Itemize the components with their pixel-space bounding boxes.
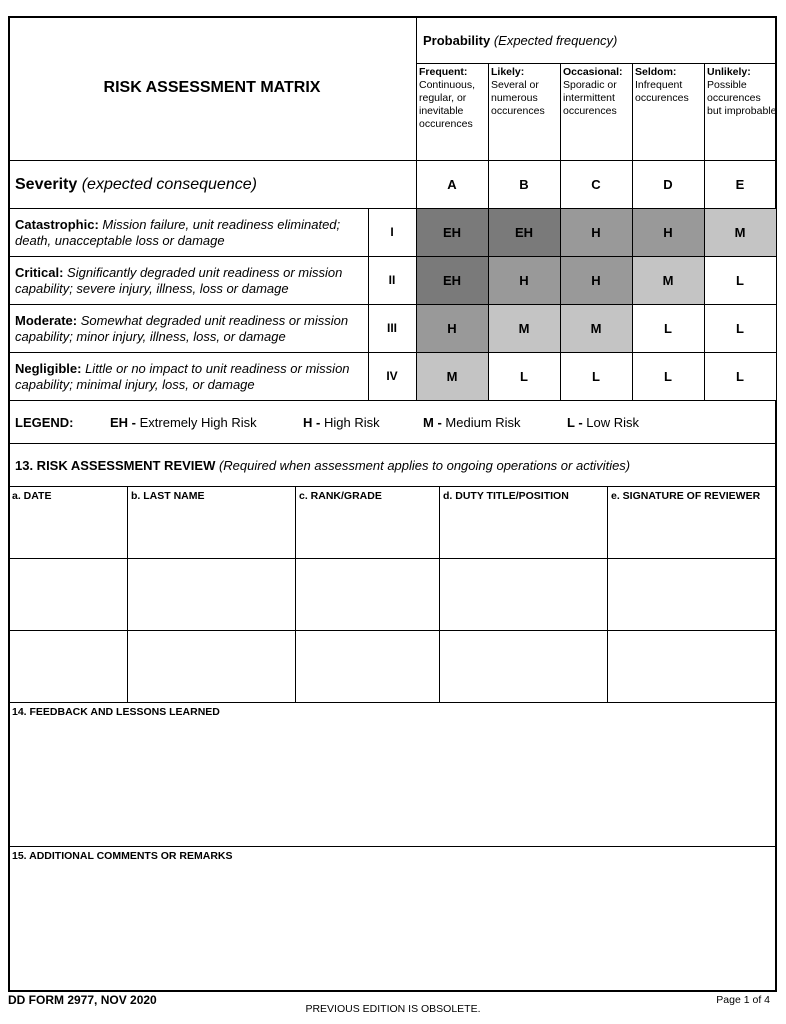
severity-moderate: Moderate: Somewhat degraded unit readiness or mission capability; minor injury, illness, loss, or damage <box>15 313 349 344</box>
severity-label: Severity <box>15 176 78 193</box>
divider <box>8 846 777 847</box>
divider <box>8 352 777 353</box>
divider <box>607 486 608 702</box>
risk-cell-iii-d: L <box>632 304 704 352</box>
divider <box>8 702 777 703</box>
divider <box>560 63 561 400</box>
review-row-1-signature[interactable] <box>608 504 775 558</box>
divider <box>8 400 777 401</box>
review-row-2-signature[interactable] <box>608 559 775 630</box>
legend-low: L - Low Risk <box>567 415 640 430</box>
probability-heading <box>423 33 617 48</box>
review-heading <box>15 458 630 473</box>
column-letter-c: C <box>591 176 601 192</box>
feedback-field[interactable] <box>9 720 775 846</box>
risk-cell-iii-e: L <box>704 304 776 352</box>
review-row-1-duty-title[interactable] <box>440 504 607 558</box>
probability-occasional: Occasional: Sporadic or intermittent occurences <box>563 66 623 117</box>
legend-medium: M - Medium Risk <box>423 415 521 430</box>
form-number: DD FORM 2977, NOV 2020 <box>8 993 157 1007</box>
divider <box>8 208 777 209</box>
review-row-2-date[interactable] <box>9 559 127 630</box>
risk-cell-ii-d: M <box>632 256 704 304</box>
risk-cell-ii-b: H <box>488 256 560 304</box>
review-row-2-rank[interactable] <box>296 559 439 630</box>
review-row-1-date[interactable] <box>9 504 127 558</box>
severity-roman-iv: IV <box>386 369 398 383</box>
review-note: (Required when assessment applies to ongoing operations or activities) <box>218 458 631 473</box>
divider <box>439 486 440 702</box>
divider <box>704 63 705 400</box>
legend-high: H - High Risk <box>303 415 380 430</box>
review-row-2-duty-title[interactable] <box>440 559 607 630</box>
severity-roman-i: I <box>390 225 394 239</box>
review-row-2-last-name[interactable] <box>128 559 295 630</box>
probability-frequent: Frequent: Continuous, regular, or inevitable occurences <box>419 66 476 130</box>
divider <box>416 63 777 64</box>
probability-sublabel: (Expected frequency) <box>493 33 618 48</box>
risk-cell-i-c: H <box>560 208 632 256</box>
divider <box>8 486 777 487</box>
comments-label: 15. ADDITIONAL COMMENTS OR REMARKS <box>12 850 233 862</box>
severity-roman-ii: II <box>388 273 396 287</box>
review-row-3-rank[interactable] <box>296 631 439 702</box>
divider <box>295 486 296 702</box>
review-col-last-name: b. LAST NAME <box>131 490 205 502</box>
risk-cell-iii-b: M <box>488 304 560 352</box>
divider <box>8 256 777 257</box>
risk-cell-ii-e: L <box>704 256 776 304</box>
legend-extremely-high: EH - Extremely High Risk <box>110 415 257 430</box>
page-number: Page 1 of 4 <box>716 994 770 1006</box>
risk-cell-iv-e: L <box>704 352 776 400</box>
review-col-duty-title: d. DUTY TITLE/POSITION <box>443 490 569 502</box>
divider <box>8 558 777 559</box>
form-title: RISK ASSESSMENT MATRIX <box>103 79 321 96</box>
edition-note: PREVIOUS EDITION IS OBSOLETE. <box>305 1003 481 1015</box>
risk-cell-i-d: H <box>632 208 704 256</box>
risk-cell-iv-d: L <box>632 352 704 400</box>
divider <box>416 16 417 400</box>
column-letter-d: D <box>663 176 673 192</box>
risk-cell-i-e: M <box>704 208 776 256</box>
probability-likely: Likely: Several or numerous occurences <box>491 66 545 117</box>
feedback-label: 14. FEEDBACK AND LESSONS LEARNED <box>12 706 220 718</box>
column-letter-b: B <box>519 176 529 192</box>
severity-critical: Critical: Significantly degraded unit readiness or mission capability; severe injury, illness, loss or damage <box>15 265 343 296</box>
divider <box>127 486 128 702</box>
review-row-3-last-name[interactable] <box>128 631 295 702</box>
review-title: 13. RISK ASSESSMENT REVIEW <box>15 458 216 473</box>
divider <box>488 63 489 400</box>
review-row-1-rank[interactable] <box>296 504 439 558</box>
risk-cell-ii-c: H <box>560 256 632 304</box>
review-col-signature: e. SIGNATURE OF REVIEWER <box>611 490 761 502</box>
column-letter-a: A <box>447 176 457 192</box>
risk-cell-iv-b: L <box>488 352 560 400</box>
severity-sublabel: (expected consequence) <box>81 176 257 193</box>
divider <box>8 630 777 631</box>
review-row-3-date[interactable] <box>9 631 127 702</box>
review-row-1-last-name[interactable] <box>128 504 295 558</box>
severity-negligible: Negligible: Little or no impact to unit readiness or mission capability; minimal injury, loss, or damage <box>15 361 350 392</box>
risk-cell-iv-c: L <box>560 352 632 400</box>
risk-cell-iii-c: M <box>560 304 632 352</box>
risk-cell-ii-a: EH <box>416 256 488 304</box>
column-letter-e: E <box>735 176 745 192</box>
divider <box>8 160 777 161</box>
divider <box>8 443 777 444</box>
probability-seldom: Seldom: Infrequent occurences <box>635 66 689 104</box>
review-col-date: a. DATE <box>12 490 52 502</box>
divider <box>632 63 633 400</box>
risk-cell-iii-a: H <box>416 304 488 352</box>
severity-catastrophic: Catastrophic: Mission failure, unit readiness eliminated; death, unacceptable loss or damage <box>15 217 341 248</box>
review-row-3-signature[interactable] <box>608 631 775 702</box>
divider <box>368 208 369 400</box>
severity-roman-iii: III <box>386 321 397 335</box>
comments-field[interactable] <box>9 864 775 990</box>
risk-cell-iv-a: M <box>416 352 488 400</box>
severity-heading <box>15 176 257 194</box>
review-col-rank: c. RANK/GRADE <box>299 490 382 502</box>
probability-unlikely: Unlikely: Possible occurences but improbable <box>707 66 777 117</box>
divider <box>8 304 777 305</box>
review-row-3-duty-title[interactable] <box>440 631 607 702</box>
risk-cell-i-a: EH <box>416 208 488 256</box>
legend-label: LEGEND: <box>15 415 74 430</box>
risk-cell-i-b: EH <box>488 208 560 256</box>
probability-label: Probability <box>423 33 491 48</box>
